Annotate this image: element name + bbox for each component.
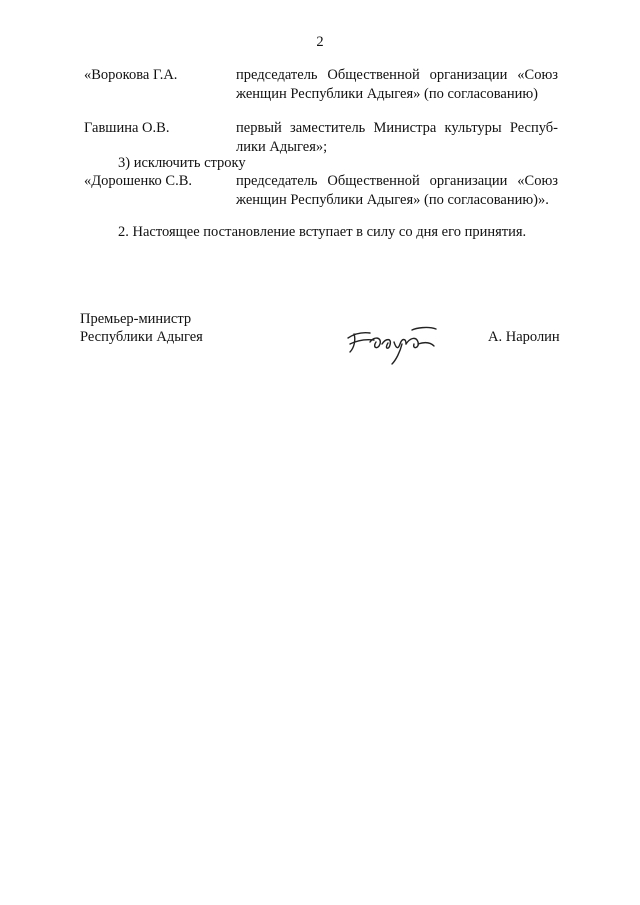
member-position-doroshenko: председатель Общественной организации «Союз женщин Республики Адыгея» (по согласованию)». [236,173,558,208]
signatory-name: А. Наролин [488,329,560,345]
member-position-gavshina: первый заместитель Министра культуры Респуб-лики Адыгея»; [236,120,558,155]
member-name-doroshenko: «Дорошенко С.В. [84,173,193,189]
member-name-gavshina: Гавшина О.В. [84,120,170,136]
clause-2-text: 2. Настоящее постановление вступает в силу со дня его принятия. [118,224,527,240]
member-position-vorokova: председатель Общественной организации «Союз женщин Республики Адыгея» (по согласованию) [236,67,558,102]
exclude-line-instruction: 3) исключить строку [118,155,246,171]
handwritten-signature [340,320,450,372]
member-name-vorokova: «Ворокова Г.А. [84,67,178,83]
signatory-title-line2: Республики Адыгея [80,329,203,345]
signatory-title-line1: Премьер-министр [80,311,192,327]
page-number: 2 [316,34,324,50]
